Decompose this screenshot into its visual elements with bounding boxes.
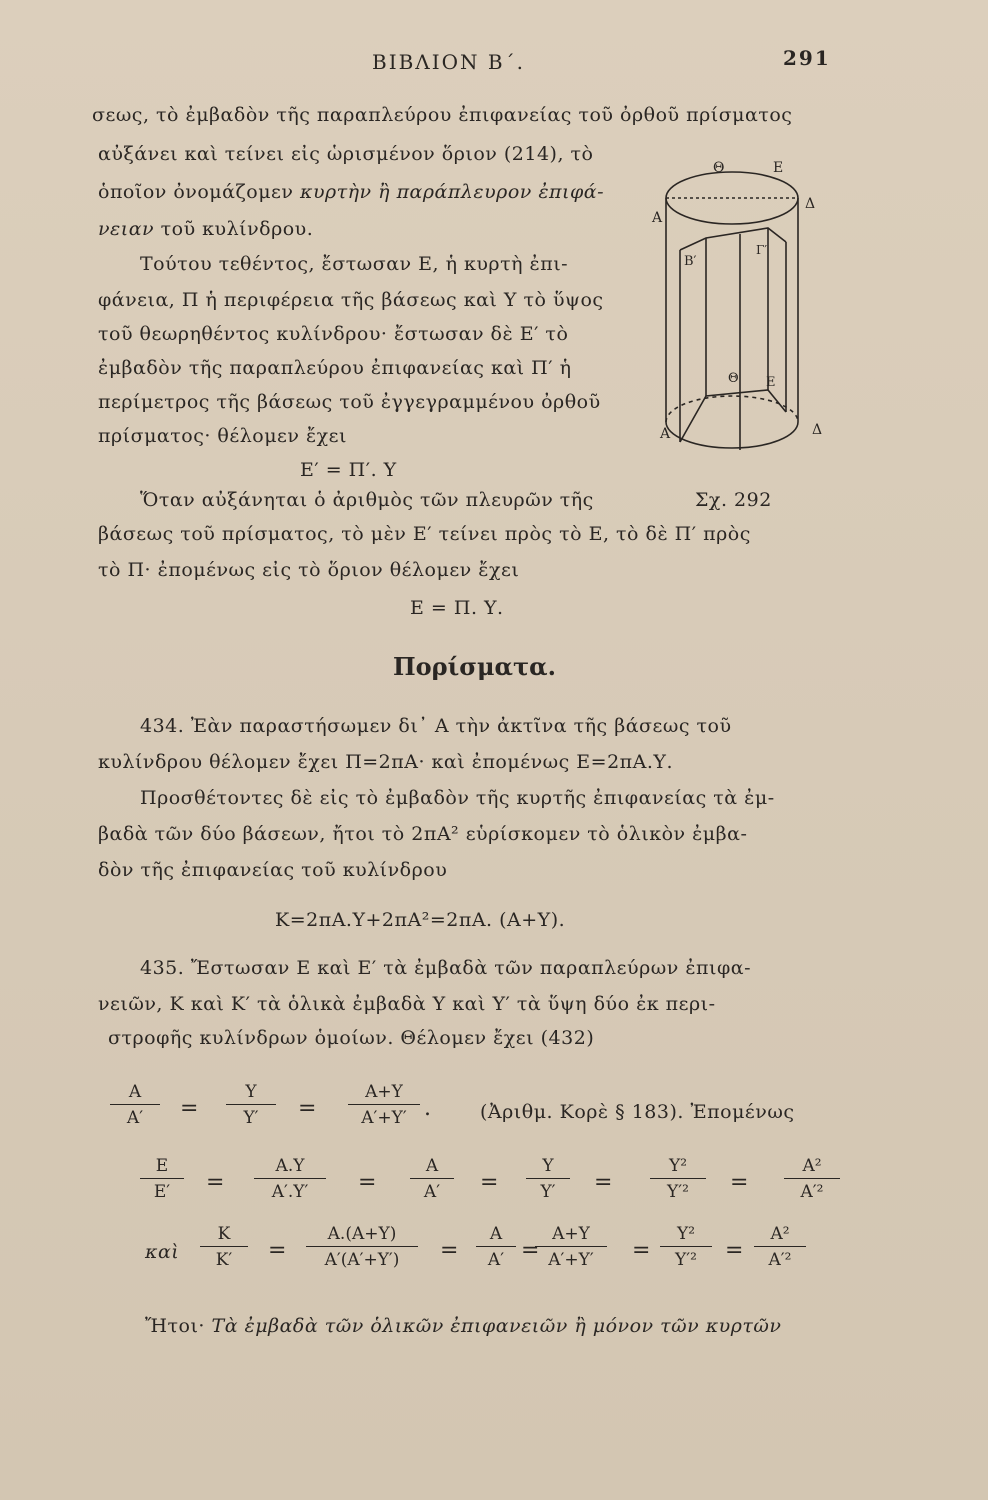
denominator: Α′²: [800, 1182, 824, 1202]
numerator: Α²: [784, 1156, 840, 1179]
figure-label: Θ: [728, 371, 739, 386]
text-line: νειῶν, Κ καὶ Κ′ τὰ ὁλικὰ ἐμβαδὰ Υ καὶ Υ′ τὰ ὕψη δύο ἐκ περι-: [98, 993, 716, 1015]
text-line: [98, 180, 604, 204]
denominator: Α′+Υ′: [361, 1108, 407, 1128]
italic-term: νειαν: [98, 218, 155, 240]
numerator: Ε: [140, 1156, 184, 1179]
equals-sign: =: [440, 1238, 459, 1263]
text-line: βαδὰ τῶν δύο βάσεων, ἤτοι τὸ 2πΑ² εὑρίσκομεν τὸ ὁλικὸν ἐμβα-: [98, 823, 748, 845]
text-line: αὐξάνει καὶ τείνει εἰς ὡρισμένον ὅριον (214), τὸ: [98, 143, 594, 165]
fraction: [535, 1224, 607, 1270]
numerator: Α+Υ: [348, 1082, 420, 1105]
text-line: Προσθέτοντες δὲ εἰς τὸ ἐμβαδὸν τῆς κυρτῆς ἐπιφανείας τὰ ἐμ-: [140, 787, 775, 809]
fraction: [226, 1082, 276, 1128]
text-line: Ὅταν αὐξάνηται ὁ ἀριθμὸς τῶν πλευρῶν τῆς: [140, 489, 594, 511]
fraction: [140, 1156, 184, 1202]
denominator: Κ′: [215, 1250, 233, 1270]
denominator: Α′.Υ′: [271, 1182, 309, 1202]
equals-sign: =: [632, 1238, 651, 1263]
denominator: Υ′²: [667, 1182, 689, 1202]
figure-caption: Σχ. 292: [695, 489, 772, 511]
figure-label: Α: [660, 426, 671, 442]
numerator: Κ: [200, 1224, 248, 1247]
fraction: [526, 1156, 570, 1202]
fraction: [110, 1082, 160, 1128]
text-line: περίμετρος τῆς βάσεως τοῦ ἐγγεγραμμένου ὀρθοῦ: [98, 391, 601, 413]
equals-sign: =: [480, 1170, 499, 1195]
text-line: 435. Ἔστωσαν Ε καὶ Ε′ τὰ ἐμβαδὰ τῶν παραπλεύρων ἐπιφα-: [140, 957, 752, 979]
text-line: [98, 217, 313, 241]
numerator: Υ: [226, 1082, 276, 1105]
numerator: Α+Υ: [535, 1224, 607, 1247]
figure-label: Δ: [812, 422, 823, 438]
formula: Ε′ = Π′. Υ: [300, 459, 397, 481]
section-title: Πορίσματα.: [393, 652, 556, 681]
fraction: [784, 1156, 840, 1202]
numerator: Υ²: [650, 1156, 706, 1179]
denominator: Α′: [126, 1108, 144, 1128]
text-line: [145, 1314, 781, 1338]
formula: Ε = Π. Υ.: [410, 597, 504, 619]
numerator: Α: [476, 1224, 516, 1247]
text-line: κυλίνδρου θέλομεν ἔχει Π=2πΑ· καὶ ἐπομένως Ε=2πΑ.Υ.: [98, 751, 673, 773]
conjunction: καὶ: [145, 1241, 180, 1263]
figure-label: Γ′: [756, 243, 768, 257]
equals-sign: =: [180, 1096, 199, 1121]
denominator: Α′: [487, 1250, 505, 1270]
fraction: [254, 1156, 326, 1202]
fraction: [410, 1156, 454, 1202]
period: .: [424, 1096, 431, 1121]
denominator: Α′: [423, 1182, 441, 1202]
text-line: τὸ Π· ἐπομένως εἰς τὸ ὅριον θέλομεν ἔχει: [98, 559, 520, 581]
numerator: Α.Υ: [254, 1156, 326, 1179]
equals-sign: =: [730, 1170, 749, 1195]
formula: Κ=2πΑ.Υ+2πΑ²=2πΑ. (Α+Υ).: [275, 909, 566, 931]
figure-label: Α: [652, 210, 663, 226]
reference-text: (Ἀριθμ. Κορὲ § 183). Ἐπομένως: [480, 1101, 795, 1123]
denominator: Υ′: [243, 1108, 259, 1128]
numerator: Υ: [526, 1156, 570, 1179]
numerator: Α²: [754, 1224, 806, 1247]
denominator: Α′²: [768, 1250, 792, 1270]
equals-sign: =: [725, 1238, 744, 1263]
text-line: 434. Ἐὰν παραστήσωμεν δι᾽ Α τὴν ἀκτῖνα τῆς βάσεως τοῦ: [140, 715, 732, 737]
text-line: πρίσματος· θέλομεν ἔχει: [98, 425, 347, 447]
page-number: 291: [783, 46, 831, 70]
text-span: τοῦ κυλίνδρου.: [160, 218, 314, 240]
figure-label: Ε: [773, 160, 784, 176]
denominator: Υ′: [540, 1182, 556, 1202]
denominator: Α′+Υ′: [548, 1250, 594, 1270]
italic-term: κυρτὴν ἢ παράπλευρον ἐπιφά-: [299, 181, 605, 203]
fraction: [200, 1224, 248, 1270]
fraction: [754, 1224, 806, 1270]
figure-label: Θ: [713, 160, 725, 176]
fraction: [650, 1156, 706, 1202]
figure-label: Δ: [805, 196, 816, 212]
equals-sign: =: [594, 1170, 613, 1195]
fraction: [306, 1224, 418, 1270]
text-line: δὸν τῆς ἐπιφανείας τοῦ κυλίνδρου: [98, 859, 448, 881]
equals-sign: =: [206, 1170, 225, 1195]
denominator: Ε′: [153, 1182, 171, 1202]
fraction: [660, 1224, 712, 1270]
equals-sign: =: [521, 1238, 540, 1263]
text-line: βάσεως τοῦ πρίσματος, τὸ μὲν Ε′ τείνει πρὸς τὸ Ε, τὸ δὲ Π′ πρὸς: [98, 523, 751, 545]
text-line: φάνεια, Π ἡ περιφέρεια τῆς βάσεως καὶ Υ τὸ ὕψος: [98, 289, 604, 311]
equals-sign: =: [358, 1170, 377, 1195]
text-line: Τούτου τεθέντος, ἔστωσαν Ε, ἡ κυρτὴ ἐπι-: [140, 253, 569, 275]
fraction: [476, 1224, 516, 1270]
text-line: τοῦ θεωρηθέντος κυλίνδρου· ἔστωσαν δὲ Ε′ τὸ: [98, 323, 569, 345]
figure-label: Ε: [766, 375, 776, 390]
cylinder-figure: [640, 150, 840, 500]
equals-sign: =: [268, 1238, 287, 1263]
text-line: ἐμβαδὸν τῆς παραπλεύρου ἐπιφανείας καὶ Π′ ἡ: [98, 357, 572, 379]
denominator: Υ′²: [675, 1250, 697, 1270]
denominator: Α′(Α′+Υ′): [324, 1250, 400, 1270]
running-header: ΒΙΒΛΙΟΝ Β΄.: [372, 50, 525, 74]
numerator: Υ²: [660, 1224, 712, 1247]
numerator: Α.(Α+Υ): [306, 1224, 418, 1247]
equals-sign: =: [298, 1096, 317, 1121]
text-line: σεως, τὸ ἐμβαδὸν τῆς παραπλεύρου ἐπιφανείας τοῦ ὀρθοῦ πρίσματος: [92, 104, 793, 126]
text-span: ὁποῖον ὀνομάζομεν: [98, 181, 294, 203]
italic-term: Τὰ ἐμβαδὰ τῶν ὁλικῶν ἐπιφανειῶν ἢ μόνον τῶν κυρτῶν: [211, 1315, 782, 1337]
figure-label: Β′: [684, 254, 697, 269]
fraction: [348, 1082, 420, 1128]
text-span: Ἤτοι·: [145, 1315, 205, 1337]
text-line: στροφῆς κυλίνδρων ὁμοίων. Θέλομεν ἔχει (432): [108, 1027, 595, 1049]
numerator: Α: [410, 1156, 454, 1179]
numerator: Α: [110, 1082, 160, 1105]
